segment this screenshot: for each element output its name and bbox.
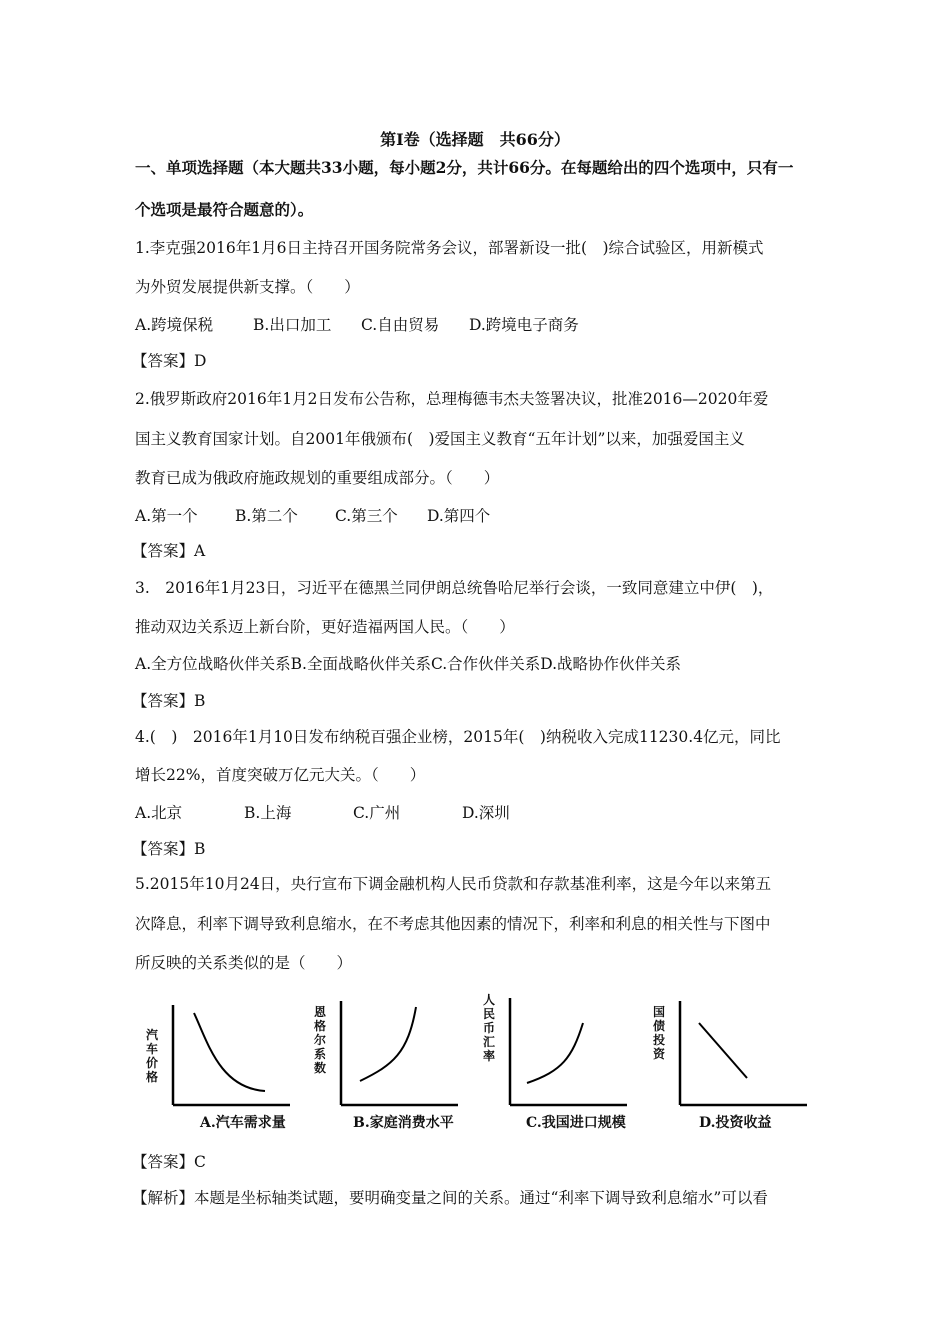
option-d: D.深圳 — [462, 804, 510, 822]
question-4-line-1: 4.( ) 2016年1月10日发布纳税百强企业榜，2015年( )纳税收入完成11230.4亿元，同比 — [135, 728, 781, 746]
question-1-options — [135, 314, 825, 336]
question-5-line-3: 所反映的关系类似的是（ ） — [135, 954, 353, 972]
graph-a — [140, 993, 305, 1138]
question-4-options — [135, 802, 825, 824]
question-3-line-2: 推动双边关系迈上新台阶，更好造福两国人民。（ ） — [135, 618, 515, 636]
question-1-answer: 【答案】D — [132, 352, 207, 370]
question-2-answer: 【答案】A — [132, 542, 206, 560]
graph-d-ylabel: 国债投资 — [652, 1005, 665, 1061]
graph-c-xlabel: C.我国进口规模 — [526, 1115, 626, 1131]
question-1-line-2: 为外贸发展提供新支撑。（ ） — [135, 278, 360, 296]
question-3-options — [135, 653, 825, 675]
option-b: B.第二个 — [235, 507, 298, 525]
question-4-answer: 【答案】B — [132, 840, 206, 858]
question-5-line-2: 次降息，利率下调导致利息缩水，在不考虑其他因素的情况下，利率和利息的相关性与下图中 — [135, 915, 771, 933]
option-d: D.战略协作伙伴关系 — [540, 655, 682, 673]
option-b: B.出口加工 — [253, 316, 332, 334]
question-3-answer: 【答案】B — [132, 692, 206, 710]
option-b: B.全面战略伙伴关系 — [290, 655, 431, 673]
graph-b-ylabel: 恩格尔系数 — [313, 1005, 326, 1075]
question-3-line-1: 3. 2016年1月23日，习近平在德黑兰同伊朗总统鲁哈尼举行会谈，一致同意建立中伊( )， — [135, 579, 774, 597]
question-2-line-1: 2.俄罗斯政府2016年1月2日发布公告称，总理梅德韦杰夫签署决议，批准2016—2020年爱 — [135, 390, 769, 408]
question-1-line-1: 1.李克强2016年1月6日主持召开国务院常务会议，部署新设一批( )综合试验区，用新模式 — [135, 239, 764, 257]
graph-b-xlabel: B.家庭消费水平 — [353, 1115, 454, 1131]
graph-c — [477, 993, 642, 1138]
question-2-line-3: 教育已成为俄政府施政规划的重要组成部分。（ ） — [135, 469, 500, 487]
option-a: A.第一个 — [135, 507, 198, 525]
option-a: A.全方位战略伙伴关系 — [135, 655, 291, 673]
question-5-line-1: 5.2015年10月24日，央行宣布下调金融机构人民币贷款和存款基准利率，这是今年以来第五 — [135, 875, 772, 893]
option-d: D.跨境电子商务 — [469, 316, 579, 334]
graph-b — [308, 993, 473, 1138]
option-c: C.合作伙伴关系 — [430, 655, 541, 673]
section-heading-line-1: 一、单项选择题（本大题共33小题，每小题2分，共计66分。在每题给出的四个选项中，只有一 — [135, 158, 794, 177]
section-heading-line-2: 个选项是最符合题意的）。 — [135, 200, 314, 219]
analysis-line: 【解析】本题是坐标轴类试题，要明确变量之间的关系。通过“利率下调导致利息缩水”可以看 — [132, 1189, 768, 1207]
option-b: B.上海 — [244, 804, 292, 822]
graph-a-xlabel: A.汽车需求量 — [200, 1115, 286, 1131]
option-a: A.北京 — [135, 804, 183, 822]
question-2-line-2: 国主义教育国家计划。自2001年俄颁布( )爱国主义教育“五年计划”以来，加强爱国主义 — [135, 430, 745, 448]
graph-d-xlabel: D.投资收益 — [699, 1115, 772, 1131]
question-5-answer: 【答案】C — [132, 1153, 206, 1171]
question-5-graphs — [140, 993, 820, 1143]
question-2-options — [135, 505, 825, 527]
graph-a-ylabel: 汽车价格 — [145, 1028, 158, 1084]
option-a: A.跨境保税 — [135, 316, 214, 334]
option-d: D.第四个 — [427, 507, 491, 525]
option-c: C.第三个 — [335, 507, 398, 525]
question-4-line-2: 增长22%，首度突破万亿元大关。（ ） — [135, 766, 426, 784]
option-c: C.广州 — [353, 804, 401, 822]
graph-d — [647, 993, 812, 1138]
graph-c-ylabel: 人民币汇率 — [482, 993, 495, 1063]
paper-section-title: 第Ⅰ卷（选择题 共66分） — [380, 130, 570, 149]
option-c: C.自由贸易 — [361, 316, 440, 334]
